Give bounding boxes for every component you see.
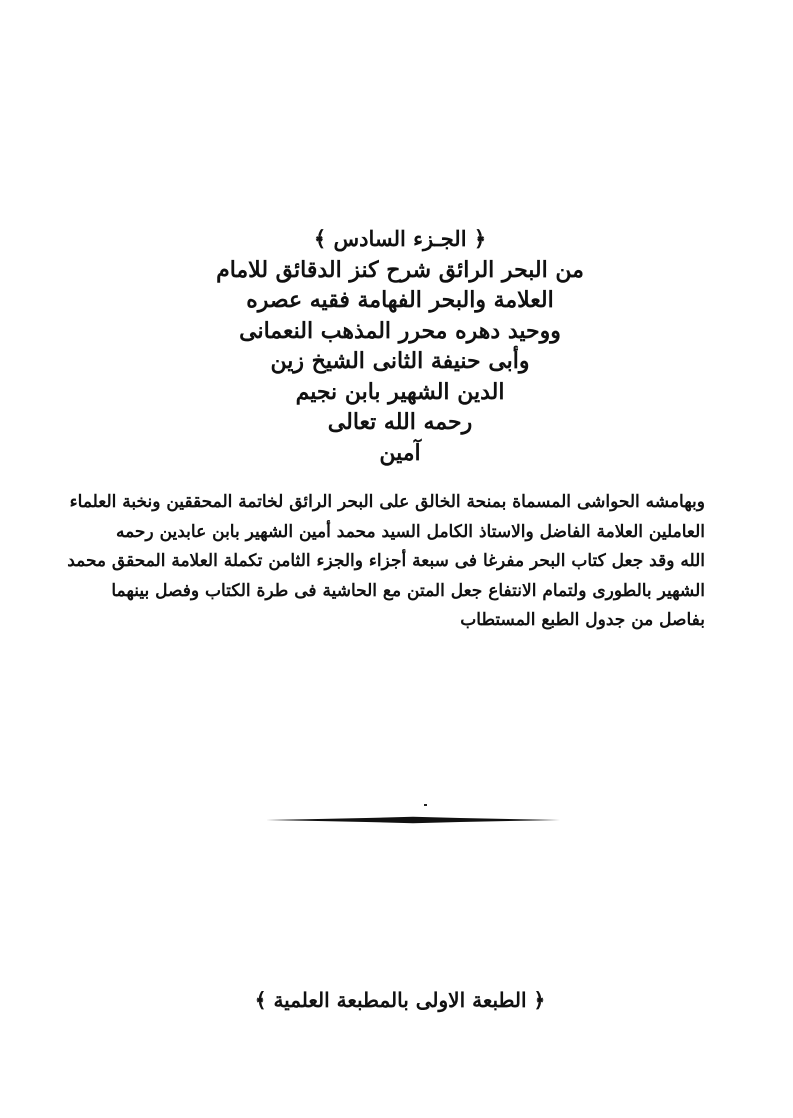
ornamental-divider xyxy=(266,814,560,826)
margin-note-paragraph xyxy=(67,488,705,636)
title-line: رحمه الله تعالى xyxy=(327,409,473,435)
title-line: ووحيد دهره محرر المذهب النعمانى xyxy=(239,317,561,344)
ornament-dot xyxy=(424,804,427,806)
title-line: الدين الشهير بابن نجيم xyxy=(295,378,505,405)
title-line: من البحر الرائق شرح كنز الدقائق للامام xyxy=(216,256,584,283)
note-line: بفاصل من جدول الطبع المستطاب xyxy=(460,610,705,630)
volume-heading: ﴿ الجـزء السادس ﴾ xyxy=(313,226,487,251)
title-line: العلامة والبحر الفهامة فقيه عصره xyxy=(246,287,554,313)
edition-line: ﴿ الطبعة الاولى بالمطبعة العلمية ﴾ xyxy=(254,988,546,1012)
title-line: آمين xyxy=(379,439,421,466)
title-line: وأبى حنيفة الثانى الشيخ زين xyxy=(270,348,530,374)
note-line: الله وقد جعل كتاب البحر مفرغا فى سبعة أجزاء والجزء الثامن تكملة العلامة المحقق محمد xyxy=(67,551,705,571)
title-block xyxy=(150,224,650,468)
note-line: وبهامشه الحواشى المسماة بمنحة الخالق على البحر الرائق لخاتمة المحققين ونخبة العلماء xyxy=(69,492,705,512)
note-line: العاملين العلامة الفاضل والاستاذ الكامل السيد محمد أمين الشهير بابن عابدين رحمه xyxy=(115,521,705,542)
note-line: الشهير بالطورى ولتمام الانتفاع جعل المتن مع الحاشية فى طرة الكتاب وفصل بينهما xyxy=(111,580,705,601)
